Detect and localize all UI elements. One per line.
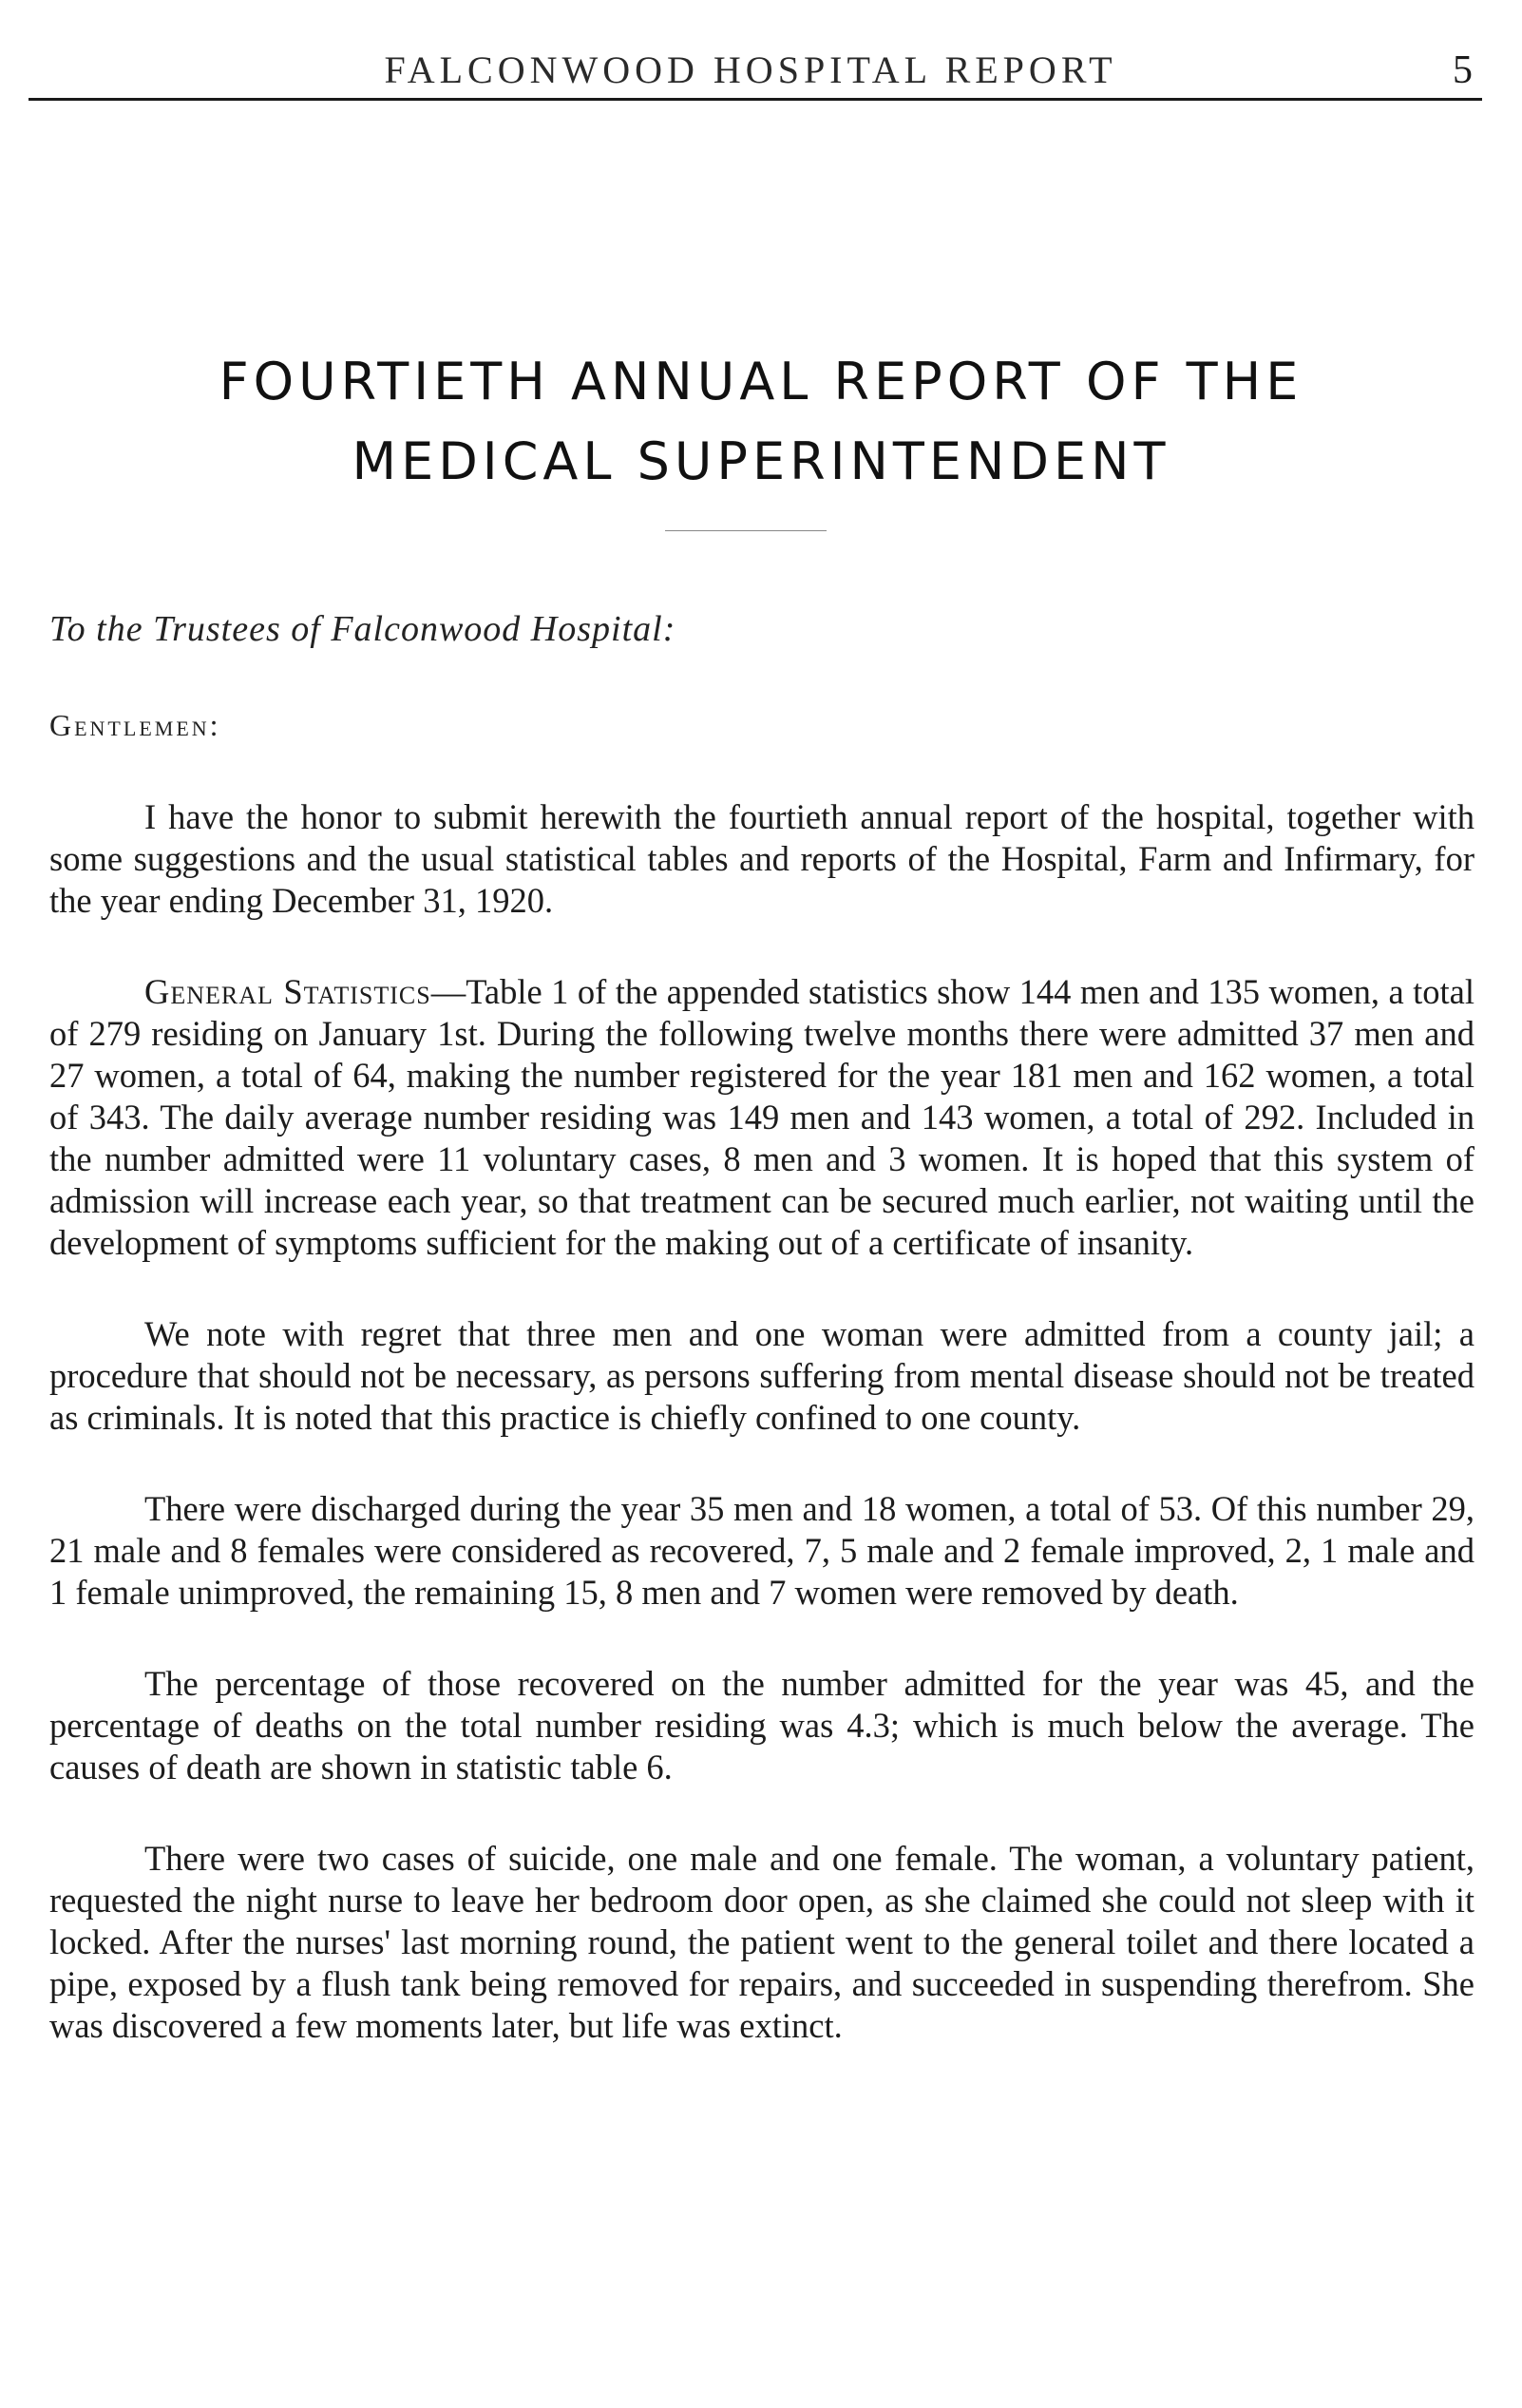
report-title-line-2: MEDICAL SUPERINTENDENT [352,431,1170,491]
running-header [29,48,1473,101]
paragraph-text: I have the honor to submit herewith the fourtieth annual report of the hospital, together with some suggestions and the usual statistical tables and reports of the Hospital, Farm and Infirmary, for the year ending December 31, 1920. [49,797,1474,920]
paragraph-6 [49,1838,1474,2047]
paragraph-text: The percentage of those recovered on the number admitted for the year was 45, and the percentage of deaths on the total number residing was 4.3; which is much below the average. The causes of death are shown in statistic table 6. [49,1664,1474,1787]
paragraph-text: There were discharged during the year 35 men and 18 women, a total of 53. Of this number 29, 21 male and 8 females were considered as recovered, 7, 5 male and 2 female improved, 2, 1 male and 1 female unimproved, the remaining 15, 8 men and 7 women were removed by death. [49,1489,1474,1612]
paragraph-text: There were two cases of suicide, one male and one female. The woman, a voluntary patient, requested the night nurse to leave her bedroom door open, as she claimed she could not sleep with it locked. After the nurses' last morning round, the patient went to the general toilet and there located a pipe, exposed by a flush tank being removed for repairs, and succeeded in suspending therefrom. She was discovered a few moments later, but life was extinct. [49,1839,1474,2045]
running-title: FALCONWOOD HOSPITAL REPORT [384,48,1117,91]
ornament-rule [665,530,827,531]
header-rule [29,98,1482,101]
paragraph-1 [49,796,1474,922]
paragraph-5 [49,1663,1474,1788]
page-number: 5 [1453,48,1473,92]
paragraph-2 [49,971,1474,1264]
body-text [49,796,1474,2096]
report-title [0,342,1522,502]
paragraph-text: We note with regret that three men and one woman were admitted from a county jail; a procedure that should not be necessary, as persons suffering from mental disease should not be treated as criminals. It is noted that this practice is chiefly confined to one county. [49,1314,1474,1437]
report-title-line-1: FOURTIETH ANNUAL REPORT OF THE [219,352,1303,411]
paragraph-text: —Table 1 of the appended statistics show 144 men and 135 women, a total of 279 residing on January 1st. During the following twelve months there were admitted 37 men and 27 women, a total of 64, making the number registered for the year 181 men and 162 women, a total of 343. The daily average number residing was 149 men and 143 women, a total of 292. Included in the number admitted were 11 voluntary cases, 8 men and 3 women. It is hoped that this system of admission will increase each year, so that treatment can be secured much earlier, not waiting until the development of symptoms sufficient for the making out of a certificate of insanity. [49,972,1474,1262]
greeting: Gentlemen: [49,708,221,742]
paragraph-4 [49,1488,1474,1614]
paragraph-3 [49,1313,1474,1439]
salutation: To the Trustees of Falconwood Hospital: [49,609,676,649]
paragraph-lead: General Statistics [144,972,431,1011]
